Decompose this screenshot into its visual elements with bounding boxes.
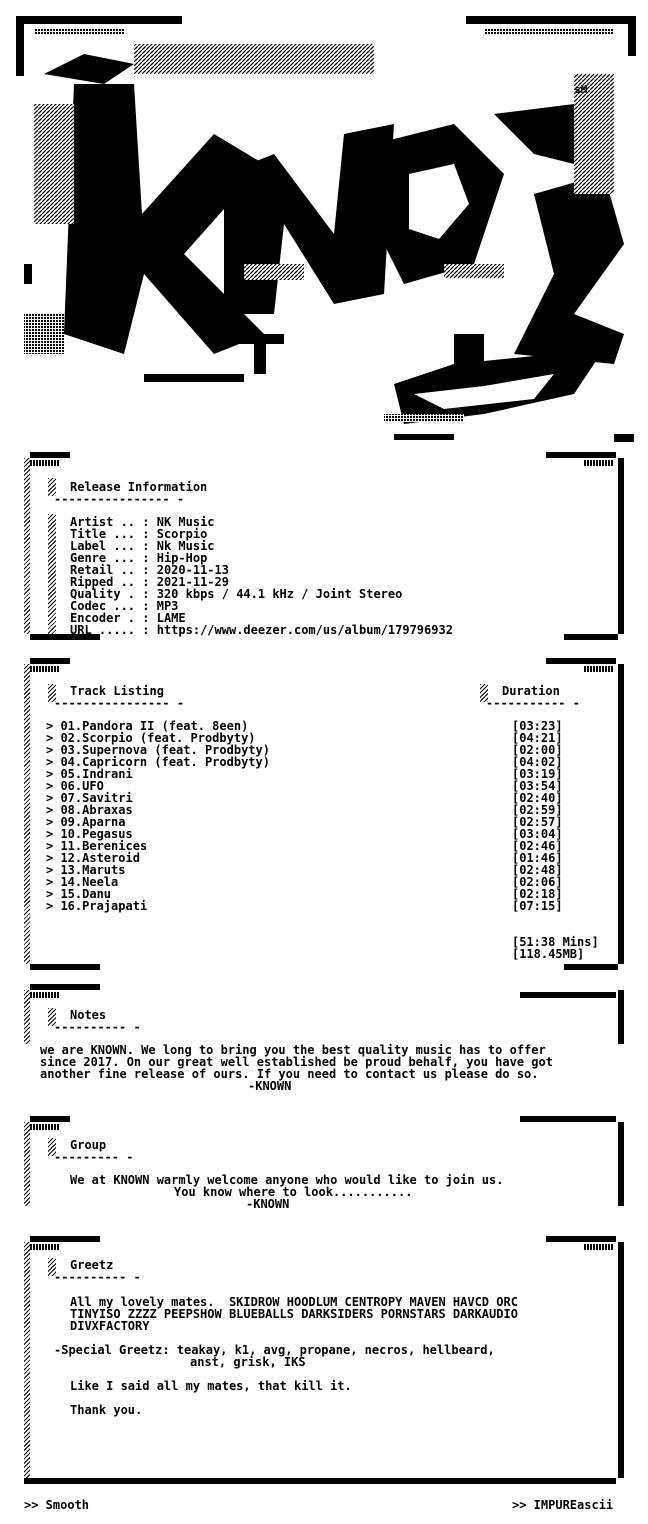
release-info-box — [24, 452, 624, 640]
greetz-heading: Greetz — [70, 1258, 114, 1272]
group-heading: Group — [70, 1138, 107, 1152]
release-fields — [70, 516, 453, 636]
greetz-mates-2: TINYISO ZZZZ PEEPSHOW BLUEBALLS DARKSIDERS PORNSTARS DARKAUDIO — [70, 1307, 518, 1321]
notes-signature: -KNOWN — [248, 1079, 292, 1093]
track-title: 06.UFO — [60, 779, 104, 793]
track-bullet-icon: > — [46, 743, 61, 757]
duration-heading: Duration — [502, 684, 560, 698]
track-title: 11.Berenices — [60, 839, 148, 853]
track-bullet-icon: > — [46, 863, 61, 877]
ascii-logo — [14, 14, 638, 444]
release-field-key: Ripped .. : — [70, 575, 150, 589]
tracks-heading: Track Listing — [70, 684, 164, 698]
footer-left: >> Smooth — [24, 1498, 90, 1512]
track-title: 16.Prajapati — [60, 899, 148, 913]
track-duration: [02:59] — [512, 803, 563, 817]
track-list — [46, 720, 606, 912]
release-field-key: Encoder . : — [70, 611, 150, 625]
release-field-key: Retail .. : — [70, 563, 150, 577]
notes-line-3: another fine release of ours. If you need to contact us please do so. — [40, 1067, 539, 1081]
track-duration: [07:15] — [512, 899, 563, 913]
track-bullet-icon: > — [46, 875, 61, 889]
greetz-mates-1: All my lovely mates. SKIDROW HOODLUM CENTROPY MAVEN HAVCD ORC — [70, 1295, 518, 1309]
track-title: 12.Asteroid — [60, 851, 140, 865]
release-field-key: URL ..... : — [70, 623, 150, 637]
track-duration: [02:46] — [512, 839, 563, 853]
notes-heading: Notes — [70, 1008, 107, 1022]
group-line-1: We at KNOWN warmly welcome anyone who would like to join us. — [70, 1173, 504, 1187]
track-duration: [04:21] — [512, 731, 563, 745]
track-title: 03.Supernova (feat. Prodbyty) — [60, 743, 270, 757]
group-signature: -KNOWN — [246, 1197, 290, 1211]
release-field-row — [70, 624, 453, 636]
group-heading-underline: --------- - — [54, 1150, 134, 1164]
track-duration: [03:04] — [512, 827, 563, 841]
notes-line-2: since 2017. On our great well established be proud behalf, you have got — [40, 1055, 553, 1069]
group-box — [24, 1116, 624, 1212]
release-field-value: 2021-11-29 — [156, 575, 229, 589]
track-duration: [04:02] — [512, 755, 563, 769]
notes-line-1: we are KNOWN. We long to bring you the best quality music has to offer — [40, 1043, 546, 1057]
release-field-key: Quality . : — [70, 587, 150, 601]
release-heading: Release Information — [70, 480, 208, 494]
greetz-box — [24, 1236, 624, 1484]
release-field-value: Scorpio — [156, 527, 208, 541]
total-size: [118.45MB] — [512, 947, 585, 961]
track-title: 02.Scorpio (feat. Prodbyty) — [60, 731, 256, 745]
track-bullet-icon: > — [46, 815, 61, 829]
track-title: 05.Indrani — [60, 767, 133, 781]
release-field-value: 2020-11-13 — [156, 563, 229, 577]
track-title: 07.Savitri — [60, 791, 133, 805]
track-duration: [03:19] — [512, 767, 563, 781]
track-duration: [03:54] — [512, 779, 563, 793]
release-field-key: Codec ... : — [70, 599, 150, 613]
greetz-special-2: anst, grisk, IKS — [190, 1355, 306, 1369]
track-bullet-icon: > — [46, 827, 61, 841]
duration-heading-underline: ----------- - — [486, 696, 580, 710]
release-field-key: Artist .. : — [70, 515, 150, 529]
greetz-closing: Like I said all my mates, that kill it. — [70, 1379, 352, 1393]
greetz-mates-3: DIVXFACTORY — [70, 1319, 150, 1333]
release-field-value[interactable]: https://www.deezer.com/us/album/179796932 — [156, 623, 453, 637]
track-duration: [02:57] — [512, 815, 563, 829]
track-duration: [02:06] — [512, 875, 563, 889]
track-duration: [03:23] — [512, 719, 563, 733]
notes-box — [24, 984, 624, 1100]
track-title: 14.Neela — [60, 875, 119, 889]
release-field-value: Hip-Hop — [156, 551, 208, 565]
logo-tag: sM — [574, 83, 588, 96]
total-time: [51:38 Mins] — [512, 935, 599, 949]
track-duration: [02:40] — [512, 791, 563, 805]
tracks-heading-underline: ---------------- - — [54, 696, 185, 710]
release-field-value: 320 kbps / 44.1 kHz / Joint Stereo — [156, 587, 403, 601]
release-field-value: Nk Music — [156, 539, 215, 553]
track-bullet-icon: > — [46, 899, 61, 913]
track-title: 08.Abraxas — [60, 803, 133, 817]
track-title: 09.Aparna — [60, 815, 126, 829]
track-bullet-icon: > — [46, 887, 61, 901]
track-duration: [02:00] — [512, 743, 563, 757]
release-field-key: Title ... : — [70, 527, 150, 541]
greetz-special-1: -Special Greetz: teakay, k1, avg, propane, necros, hellbeard, — [54, 1343, 495, 1357]
track-duration: [02:48] — [512, 863, 563, 877]
track-bullet-icon: > — [46, 779, 61, 793]
track-bullet-icon: > — [46, 791, 61, 805]
track-bullet-icon: > — [46, 851, 61, 865]
track-title: 01.Pandora II (feat. 8een) — [60, 719, 249, 733]
release-field-key: Genre ... : — [70, 551, 150, 565]
release-field-value: LAME — [156, 611, 186, 625]
group-line-2: You know where to look........... — [174, 1185, 413, 1199]
track-row — [46, 900, 606, 912]
release-heading-underline: ---------------- - — [54, 492, 185, 506]
track-duration: [02:18] — [512, 887, 563, 901]
greetz-thanks: Thank you. — [70, 1403, 143, 1417]
track-title: 10.Pegasus — [60, 827, 133, 841]
track-bullet-icon: > — [46, 731, 61, 745]
footer-right: >> IMPUREascii — [512, 1498, 614, 1512]
release-field-value: NK Music — [156, 515, 215, 529]
track-title: 13.Maruts — [60, 863, 126, 877]
track-bullet-icon: > — [46, 839, 61, 853]
track-bullet-icon: > — [46, 755, 61, 769]
track-title: 15.Danu — [60, 887, 112, 901]
notes-heading-underline: ---------- - — [54, 1020, 141, 1034]
track-listing-box — [24, 658, 624, 970]
greetz-heading-underline: ---------- - — [54, 1270, 141, 1284]
track-duration: [01:46] — [512, 851, 563, 865]
track-bullet-icon: > — [46, 767, 61, 781]
track-bullet-icon: > — [46, 803, 61, 817]
release-field-value: MP3 — [156, 599, 179, 613]
release-field-key: Label ... : — [70, 539, 150, 553]
track-title: 04.Capricorn (feat. Prodbyty) — [60, 755, 270, 769]
track-bullet-icon: > — [46, 719, 61, 733]
